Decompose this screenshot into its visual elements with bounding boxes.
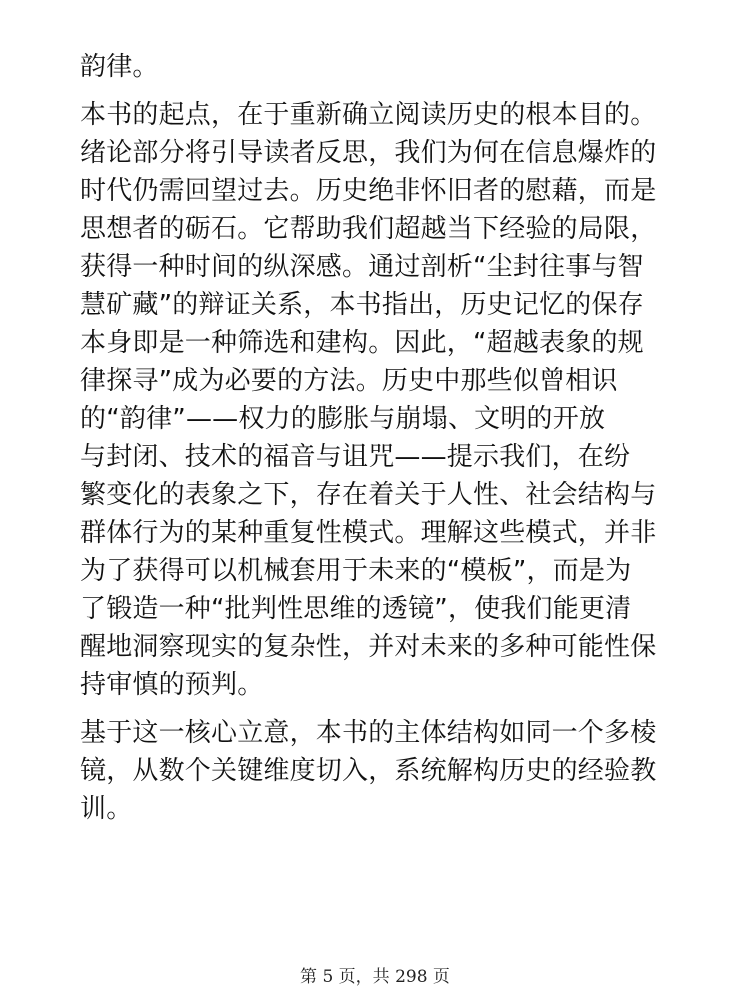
text-line: 训。 [80,794,133,824]
text-line: 醒地洞察现实的复杂性，并对未来的多种可能性保 [80,632,657,662]
page-number: 第 5 页，共 298 页 [300,967,450,987]
text-line: 基于这一核心立意，本书的主体结构如同一个多棱 [80,718,657,748]
page-body [80,48,680,838]
text-line: 为了获得可以机械套用于未来的“模板”，而是为 [80,556,632,586]
text-line: 时代仍需回望过去。历史绝非怀旧者的慰藉，而是 [80,176,657,206]
text-line: 绪论部分将引导读者反思，我们为何在信息爆炸的 [80,138,657,168]
paragraph [80,96,680,704]
text-line: 了锻造一种“批判性思维的透镜”，使我们能更清 [80,594,632,624]
paragraph [80,714,680,828]
text-line: 本书的起点，在于重新确立阅读历史的根本目的。 [80,100,657,130]
text-line: 律探寻”成为必要的方法。历史中那些似曾相识 [80,366,618,396]
text-line: 与封闭、技术的福音与诅咒——提示我们，在纷 [80,442,631,472]
text-line: 繁变化的表象之下，存在着关于人性、社会结构与 [80,480,657,510]
text-line: 群体行为的某种重复性模式。理解这些模式，并非 [80,518,657,548]
text-line: 思想者的砺石。它帮助我们超越当下经验的局限， [80,214,657,244]
text-line: 的“韵律”——权力的膨胀与崩塌、文明的开放 [80,404,606,434]
text-line: 韵律。 [80,52,159,82]
text-line: 获得一种时间的纵深感。通过剖析“尘封往事与智 [80,252,644,282]
paragraph [80,48,680,86]
text-line: 本身即是一种筛选和建构。因此，“超越表象的规 [80,328,644,358]
text-line: 镜，从数个关键维度切入，系统解构历史的经验教 [80,756,657,786]
text-line: 慧矿藏”的辩证关系，本书指出，历史记忆的保存 [80,290,644,320]
text-line: 持审慎的预判。 [80,670,264,700]
